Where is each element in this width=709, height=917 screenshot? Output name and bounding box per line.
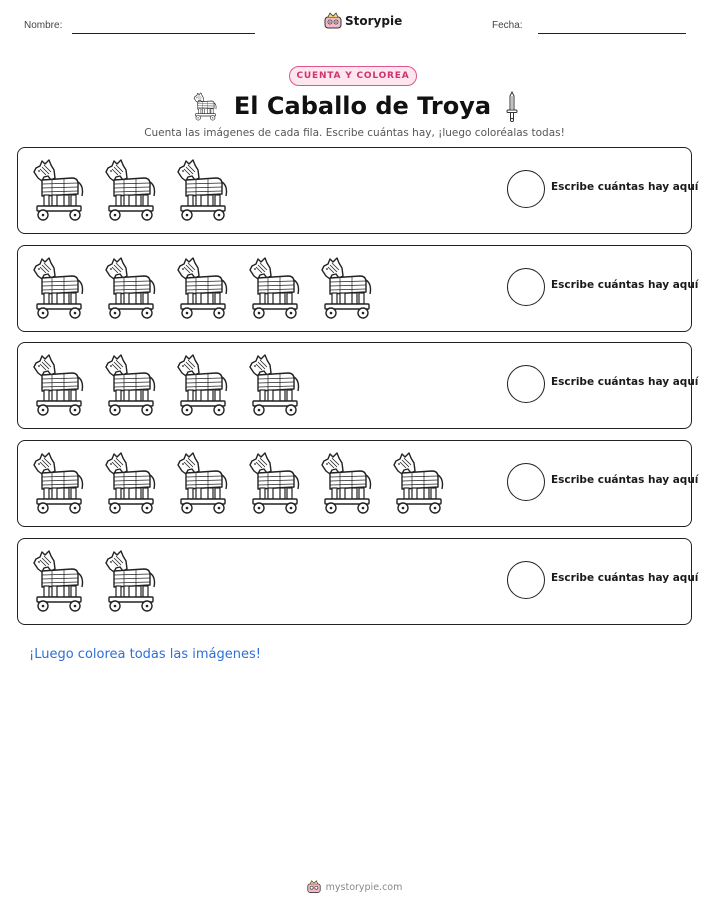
trojan-horse-icon bbox=[174, 449, 230, 515]
title-block bbox=[0, 90, 709, 122]
storypie-logo-icon bbox=[307, 880, 321, 894]
horse-group bbox=[30, 351, 302, 417]
instructions: Cuenta las imágenes de cada fila. Escribe cuántas hay, ¡luego coloréalas todas! bbox=[144, 127, 565, 139]
horse-group bbox=[30, 449, 446, 515]
counting-row-3 bbox=[17, 342, 699, 429]
trojan-horse-icon bbox=[102, 449, 158, 515]
answer-circle[interactable] bbox=[507, 561, 545, 599]
brand-name: Storypie bbox=[345, 14, 403, 28]
answer-label: Escribe cuántas hay aquí bbox=[551, 279, 699, 291]
trojan-horse-icon bbox=[30, 547, 86, 613]
trojan-horse-icon bbox=[30, 351, 86, 417]
trojan-horse-icon bbox=[102, 156, 158, 222]
answer-label: Escribe cuántas hay aquí bbox=[551, 376, 699, 388]
counting-row-2 bbox=[17, 245, 699, 332]
answer-label: Escribe cuántas hay aquí bbox=[551, 474, 699, 486]
answer-circle[interactable] bbox=[507, 268, 545, 306]
trojan-horse-icon bbox=[246, 254, 302, 320]
trojan-horse-icon bbox=[30, 449, 86, 515]
trojan-horse-icon bbox=[30, 254, 86, 320]
footer bbox=[0, 880, 709, 894]
trojan-horse-icon bbox=[246, 351, 302, 417]
footer-url[interactable]: mystorypie.com bbox=[325, 881, 403, 893]
trojan-horse-icon bbox=[190, 91, 220, 121]
horse-group bbox=[30, 156, 230, 222]
horse-group bbox=[30, 254, 374, 320]
answer-label: Escribe cuántas hay aquí bbox=[551, 181, 699, 193]
footer-note: ¡Luego colorea todas las imágenes! bbox=[29, 647, 261, 662]
trojan-horse-icon bbox=[174, 254, 230, 320]
activity-badge: CUENTA Y COLOREA bbox=[289, 66, 417, 86]
page-title: El Caballo de Troya bbox=[233, 92, 492, 120]
storypie-logo-icon bbox=[324, 12, 342, 30]
name-line[interactable] bbox=[72, 33, 255, 34]
trojan-horse-icon bbox=[30, 156, 86, 222]
answer-circle[interactable] bbox=[507, 365, 545, 403]
answer-circle[interactable] bbox=[507, 170, 545, 208]
date-line[interactable] bbox=[538, 33, 686, 34]
trojan-horse-icon bbox=[174, 351, 230, 417]
trojan-horse-icon bbox=[102, 547, 158, 613]
horse-group bbox=[30, 547, 158, 613]
trojan-horse-icon bbox=[174, 156, 230, 222]
counting-row-4 bbox=[17, 440, 699, 527]
trojan-horse-icon bbox=[102, 254, 158, 320]
answer-label: Escribe cuántas hay aquí bbox=[551, 572, 699, 584]
brand bbox=[324, 12, 402, 30]
trojan-horse-icon bbox=[318, 254, 374, 320]
name-label: Nombre: bbox=[24, 20, 63, 31]
trojan-horse-icon bbox=[318, 449, 374, 515]
trojan-horse-icon bbox=[390, 449, 446, 515]
trojan-horse-icon bbox=[102, 351, 158, 417]
answer-circle[interactable] bbox=[507, 463, 545, 501]
trojan-horse-icon bbox=[246, 449, 302, 515]
counting-row-5 bbox=[17, 538, 699, 625]
counting-row-1 bbox=[17, 147, 699, 234]
date-label: Fecha: bbox=[492, 20, 523, 31]
sword-icon bbox=[505, 90, 519, 122]
